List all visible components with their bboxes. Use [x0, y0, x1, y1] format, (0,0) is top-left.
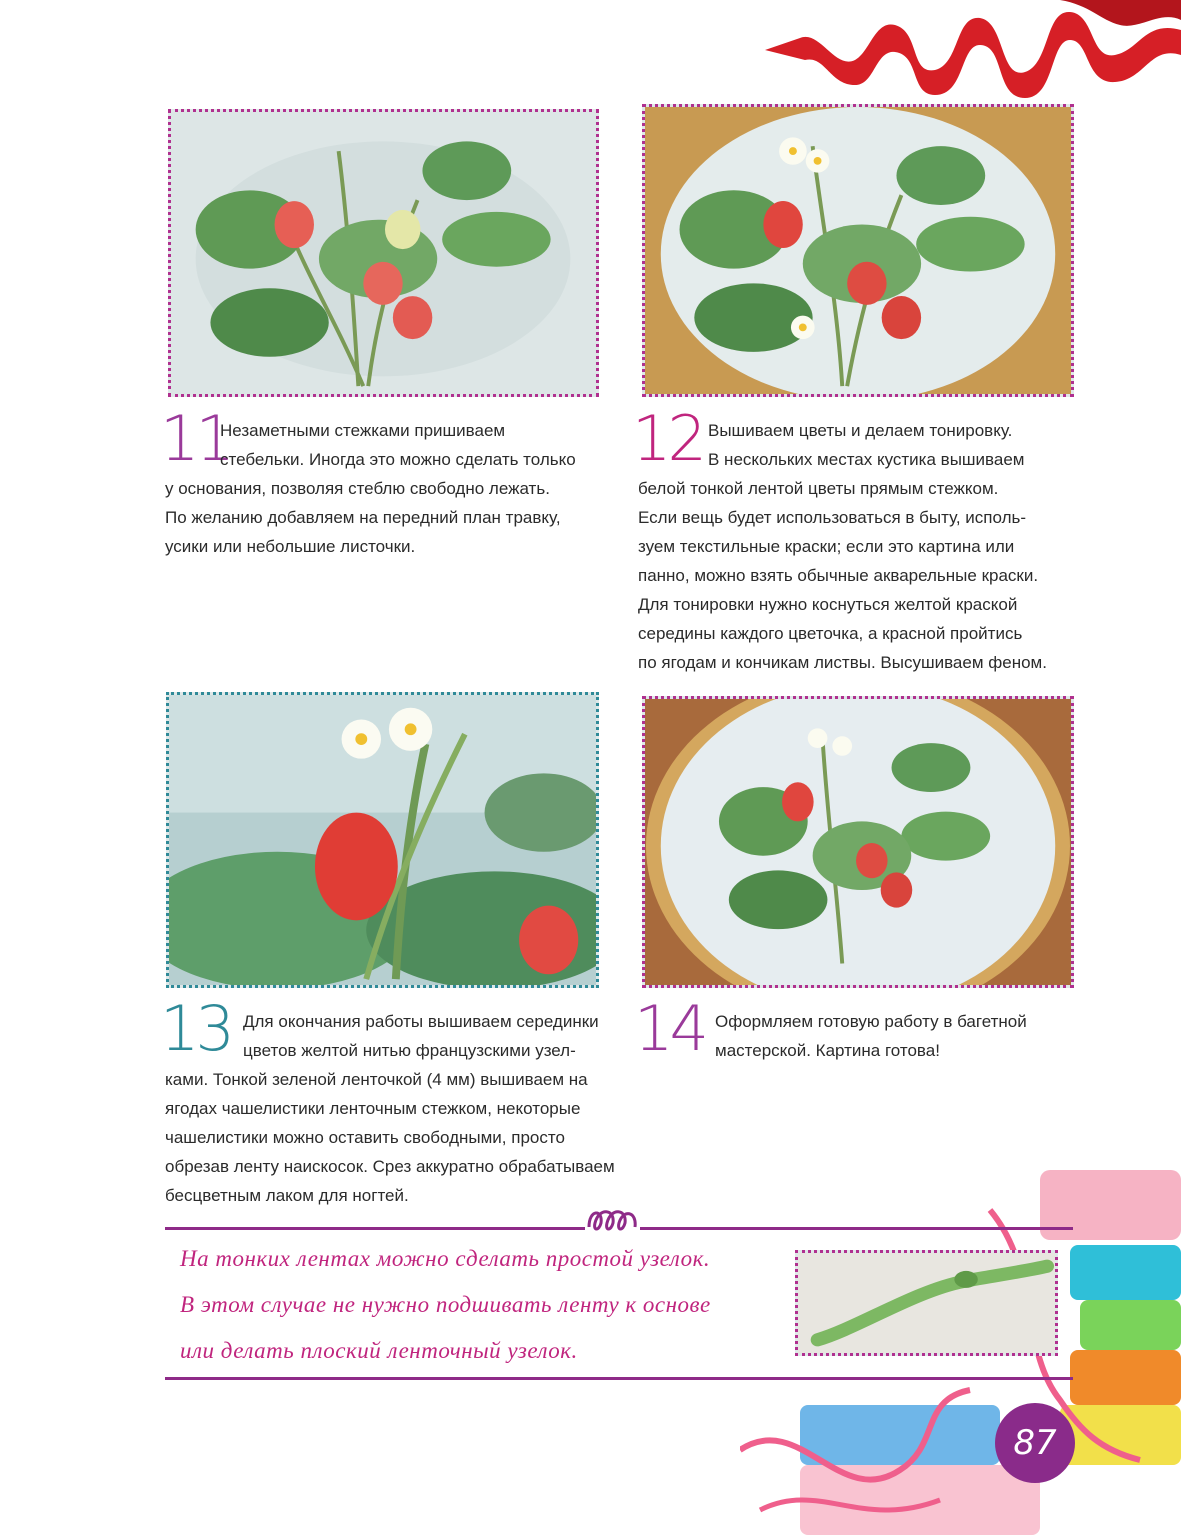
step-13-line: обрезав ленту наискосок. Срез аккуратно обрабатываем [165, 1157, 615, 1176]
step-12-line: панно, можно взять обычные акварельные краски. [638, 566, 1039, 585]
photo-step-13 [166, 692, 599, 988]
photo-step-12 [642, 104, 1074, 397]
photo-step-14 [642, 696, 1074, 988]
step-14-text [715, 1007, 1075, 1065]
red-ribbon-decoration [760, 0, 1181, 110]
step-13-line: ягодах чашелистики ленточным стежком, некоторые [165, 1099, 581, 1118]
step-11-text [165, 416, 605, 561]
ribbon-knot-image [798, 1253, 1055, 1353]
step-14-line: Оформляем готовую работу в багетной [715, 1012, 1027, 1031]
tip-line: На тонких лентах можно сделать простой узелок. [180, 1246, 711, 1271]
step-11-line: Незаметными стежками пришиваем [220, 421, 506, 440]
step-number-12: 12 [632, 402, 703, 475]
step-12-line: по ягодам и кончикам листвы. Высушиваем феном. [638, 653, 1047, 672]
step-13-line: цветов желтой нитью французскими узел- [243, 1041, 576, 1060]
tip-line: В этом случае не нужно подшивать ленту к основе [180, 1292, 711, 1317]
step-12-text [638, 416, 1078, 677]
step-11-line: По желанию добавляем на передний план травку, [165, 508, 561, 527]
tip-text [180, 1236, 790, 1374]
tip-line: или делать плоский ленточный узелок. [180, 1338, 578, 1363]
step-13-line: бесцветным лаком для ногтей. [165, 1186, 409, 1205]
step-13-line: ками. Тонкой зеленой ленточкой (4 мм) вышиваем на [165, 1070, 588, 1089]
tip-bottom-rule [165, 1377, 1073, 1380]
step-number-14: 14 [634, 992, 705, 1065]
photo-step-11 [168, 109, 599, 397]
step-12-line: Для тонировки нужно коснуться желтой краской [638, 595, 1018, 614]
step-14-line: мастерской. Картина готова! [715, 1041, 940, 1060]
closeup-embroidery-image [169, 695, 596, 985]
step-11-line: у основания, позволяя стеблю свободно лежать. [165, 479, 550, 498]
step-11-line: стебельки. Иногда это можно сделать только [220, 450, 576, 469]
tip-photo-knot [795, 1250, 1058, 1356]
step-12-line: В нескольких местах кустика вышиваем [708, 450, 1025, 469]
strawberry-embroidery-image [171, 112, 596, 394]
step-12-line: Вышиваем цветы и делаем тонировку. [708, 421, 1013, 440]
finished-hoop-image [645, 699, 1071, 985]
step-13-text [165, 1007, 625, 1210]
step-11-line: усики или небольшие листочки. [165, 537, 416, 556]
page-number-badge: 87 [995, 1403, 1075, 1483]
step-12-line: Если вещь будет использоваться в быту, исполь- [638, 508, 1027, 527]
step-number-11: 11 [160, 402, 231, 475]
step-number-13: 13 [160, 992, 231, 1065]
step-12-line: белой тонкой лентой цветы прямым стежком. [638, 479, 999, 498]
strawberry-flowers-image [645, 107, 1071, 394]
swirl-ornament [585, 1205, 640, 1235]
step-13-line: Для окончания работы вышиваем серединки [243, 1012, 599, 1031]
step-12-line: середины каждого цветочка, а красной пройтись [638, 624, 1023, 643]
step-12-line: зуем текстильные краски; если это картина или [638, 537, 1015, 556]
step-13-line: чашелистики можно оставить свободными, просто [165, 1128, 565, 1147]
